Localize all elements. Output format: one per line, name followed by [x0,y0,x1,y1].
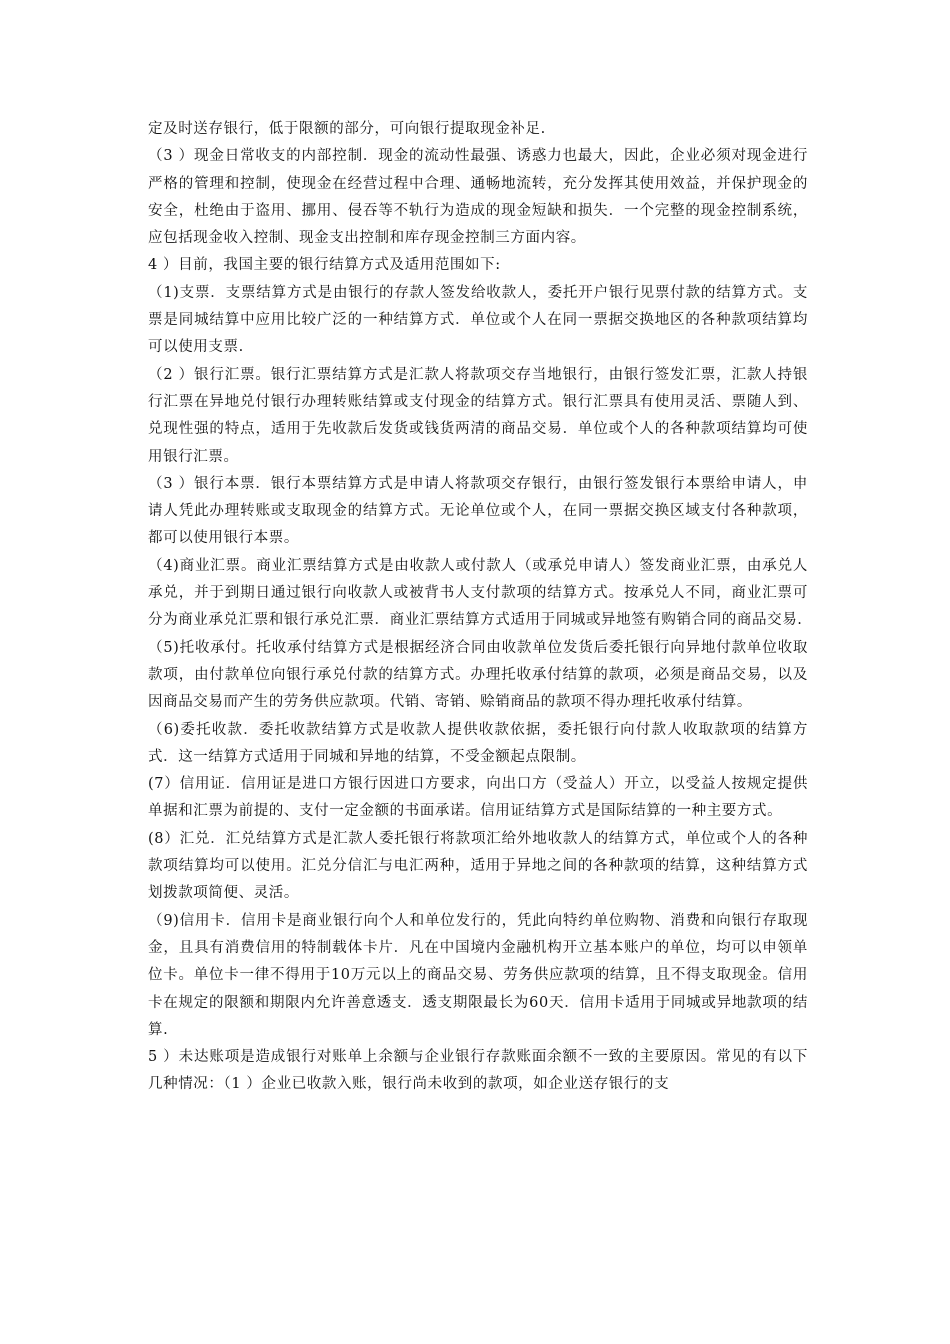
paragraph-check: （1)支票．支票结算方式是由银行的存款人签发给收款人，委托开户银行见票付款的结算方式。支票是同城结算中应用比较广泛的一种结算方式．单位或个人在同一票据交换地区的各种款项结算均可以使用支票. [148,284,808,356]
document-page [148,116,808,1099]
paragraph-collection-acceptance: （5)托收承付。托收承付结算方式是根据经济合同由收款单位发货后委托银行向异地付款单位收取款项，由付款单位向银行承兑付款的结算方式。办理托收承付结算的款项，必须是商品交易，以及因商品交易而产生的劳务供应款项。代销、寄销、赊销商品的款项不得办理托收承付结算。 [148,639,808,711]
paragraph-credit-card: （9)信用卡．信用卡是商业银行向个人和单位发行的，凭此向特约单位购物、消费和向银行存取现金，且具有消费信用的特制载体卡片．凡在中国境内金融机构开立基本账户的单位，均可以申领单位卡。单位卡一律不得用于10万元以上的商品交易、劳务供应款项的结算，且不得支取现金。信用卡在规定的限额和期限内允许善意透支．透支期限最长为60天．信用卡适用于同城或异地款项的结算. [148,912,808,1038]
paragraph-bank-draft: （2 ）银行汇票。银行汇票结算方式是汇款人将款项交存当地银行，由银行签发汇票，汇款人持银行汇票在异地兑付银行办理转账结算或支付现金的结算方式。银行汇票具有使用灵活、票随人到、兑现性强的特点，适用于先收款后发货或钱货两清的商品交易．单位或个人的各种款项结算均可使用银行汇票。 [148,366,808,465]
paragraph-remittance: (8）汇兑．汇兑结算方式是汇款人委托银行将款项汇给外地收款人的结算方式，单位或个人的各种款项结算均可以使用。汇兑分信汇与电汇两种，适用于异地之间的各种款项的结算，这种结算方式划拨款项简便、灵活。 [148,830,808,902]
paragraph-cash-deposit-rule: 定及时送存银行，低于限额的部分，可向银行提取现金补足. [148,121,546,137]
paragraph-cashier-check: （3 ）银行本票．银行本票结算方式是申请人将款项交存银行，由银行签发银行本票给申请人，申请人凭此办理转账或支取现金的结算方式。无论单位或个人，在同一票据交换区域支付各种款项，都可以使用银行本票。 [148,475,808,547]
paragraph-letter-of-credit: (7）信用证．信用证是进口方银行因进口方要求，向出口方（受益人）开立，以受益人按规定提供单据和汇票为前提的、支付一定金额的书面承诺。信用证结算方式是国际结算的一种主要方式。 [148,776,808,820]
paragraph-commercial-draft: （4)商业汇票。商业汇票结算方式是由收款人或付款人（或承兑申请人）签发商业汇票，由承兑人承兑，并于到期日通过银行向收款人或被背书人支付款项的结算方式。按承兑人不同，商业汇票可分为商业承兑汇票和银行承兑汇票．商业汇票结算方式适用于同城或异地签有购销合同的商品交易. [148,557,808,629]
paragraph-outstanding-items: 5 ）未达账项是造成银行对账单上余额与企业银行存款账面余额不一致的主要原因。常见的有以下几种情况：（1 ）企业已收款入账，银行尚未收到的款项，如企业送存银行的支 [148,1049,808,1093]
paragraph-cash-internal-control: （3 ）现金日常收支的内部控制．现金的流动性最强、诱惑力也最大，因此，企业必须对现金进行严格的管理和控制，使现金在经营过程中合理、通畅地流转，充分发挥其使用效益，并保护现金的安全，杜绝由于盗用、挪用、侵吞等不轨行为造成的现金短缺和损失．一个完整的现金控制系统，应包括现金收入控制、现金支出控制和库存现金控制三方面内容。 [148,148,808,247]
paragraph-settlement-methods-intro: 4 ）目前，我国主要的银行结算方式及适用范围如下: [148,257,501,274]
paragraph-entrusted-collection: （6)委托收款．委托收款结算方式是收款人提供收款依据，委托银行向付款人收取款项的结算方式．这一结算方式适用于同城和异地的结算，不受金额起点限制。 [148,721,808,765]
